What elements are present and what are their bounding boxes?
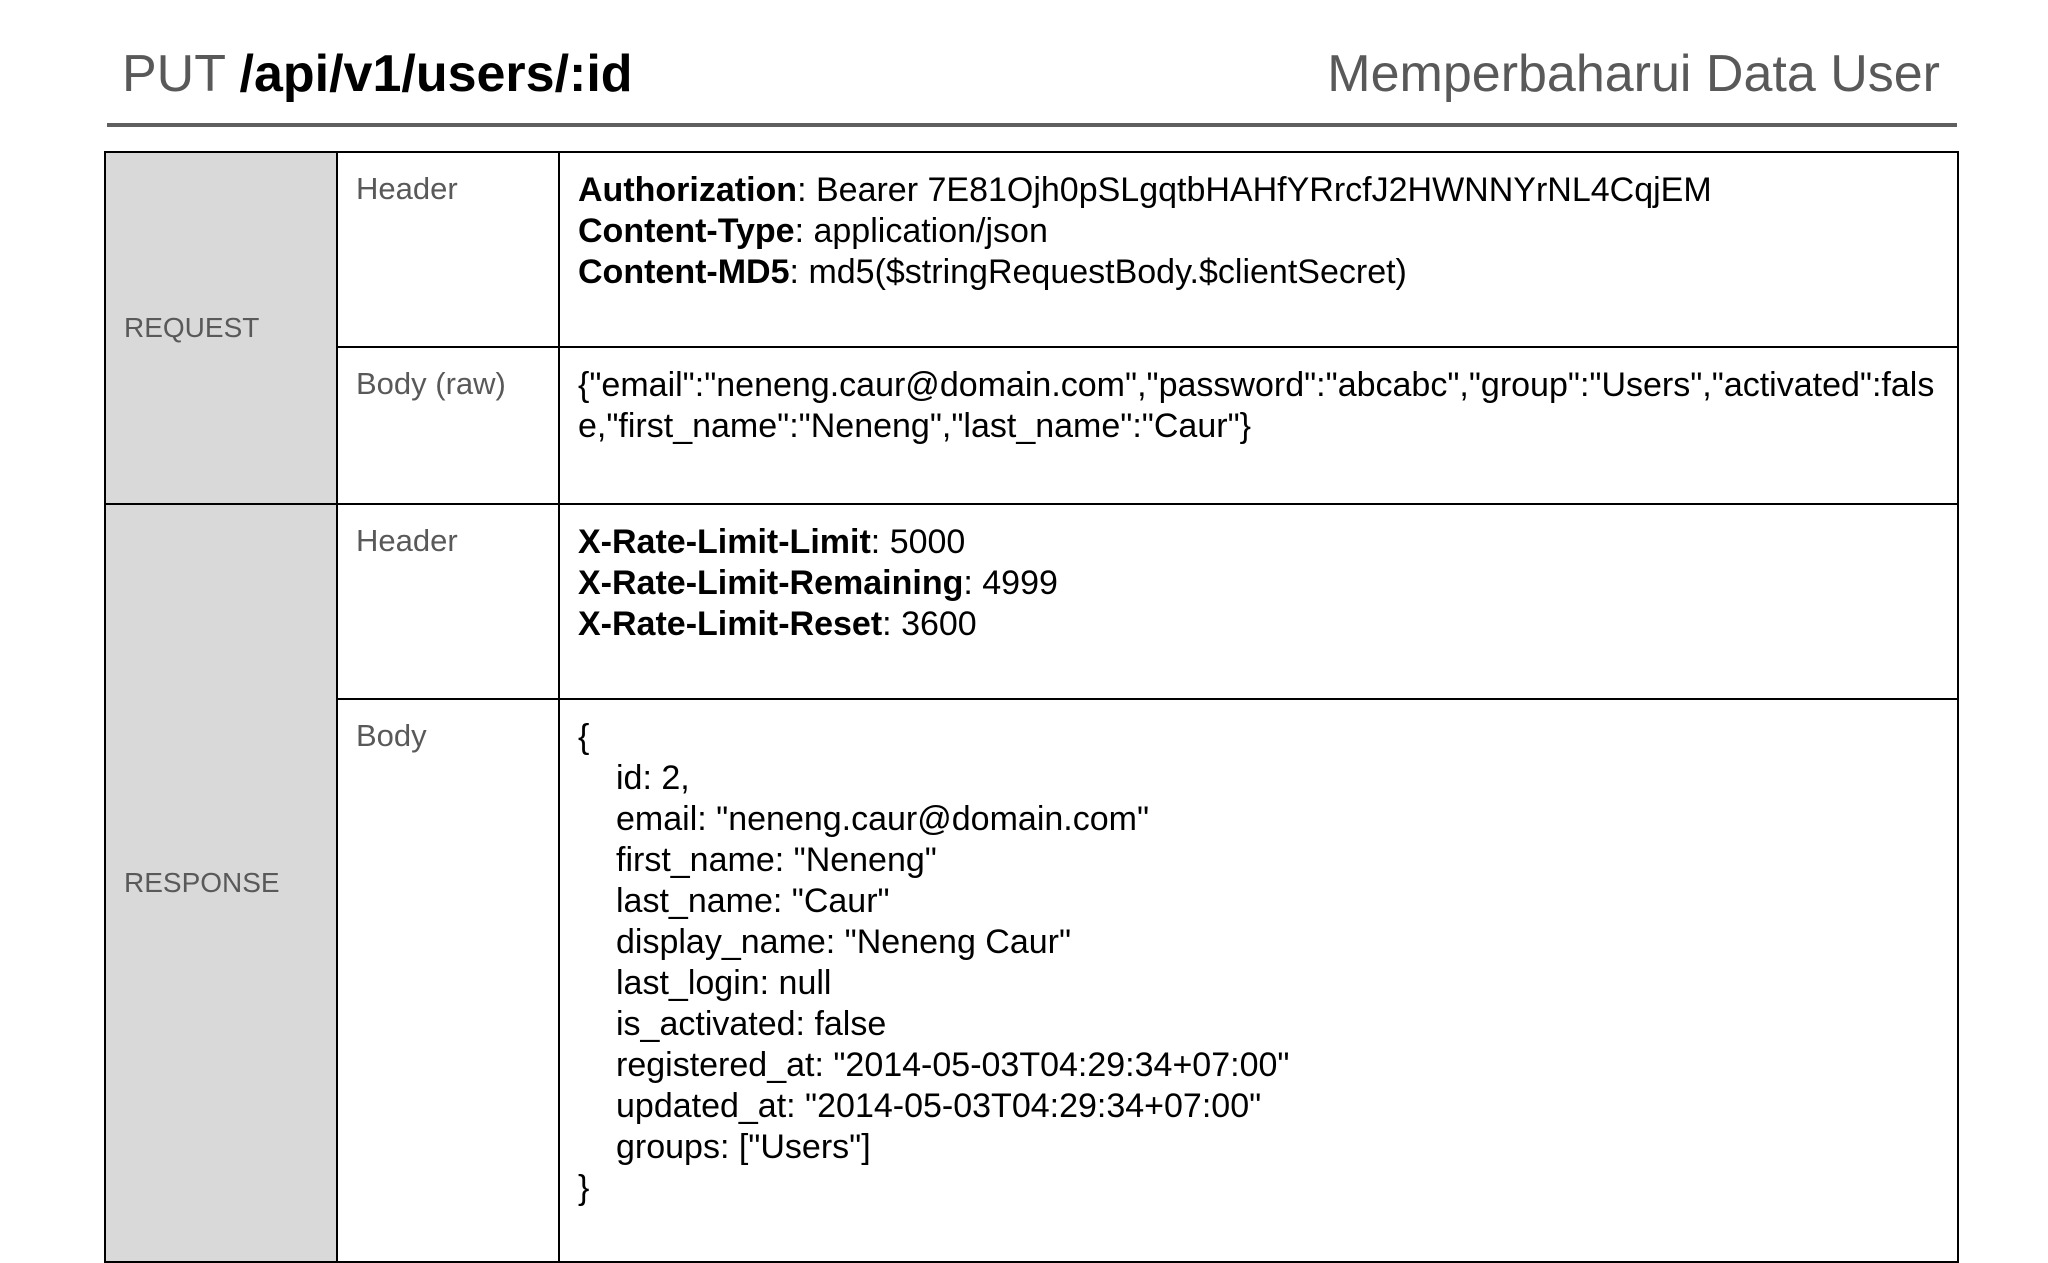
response-body-content bbox=[559, 699, 1958, 1262]
response-section-label: RESPONSE bbox=[105, 504, 337, 1262]
header-separator: : bbox=[797, 171, 816, 209]
request-section-label: REQUEST bbox=[105, 152, 337, 504]
http-method: PUT bbox=[122, 45, 226, 103]
json-field: id: 2, bbox=[616, 759, 690, 797]
slide-title bbox=[122, 44, 1940, 104]
endpoint-path: /api/v1/users/:id bbox=[239, 45, 633, 103]
response-header-content bbox=[559, 504, 1958, 699]
json-field: display_name: "Neneng Caur" bbox=[616, 923, 1072, 961]
json-field: last_login: null bbox=[616, 964, 832, 1002]
header-value: md5($stringRequestBody.$clientSecret) bbox=[808, 253, 1407, 291]
header-value: 3600 bbox=[901, 605, 977, 643]
request-body-json: {"email":"neneng.caur@domain.com","password":"abcabc","group":"Users","activated":false,"first_name":"Neneng","last_name":"Caur"} bbox=[578, 366, 1935, 445]
json-field: registered_at: "2014-05-03T04:29:34+07:00" bbox=[616, 1046, 1290, 1084]
request-header-content bbox=[559, 152, 1958, 347]
header-separator: : bbox=[794, 212, 814, 250]
request-header-row bbox=[105, 152, 1958, 347]
response-header-line bbox=[578, 604, 1937, 645]
request-header-line bbox=[578, 211, 1937, 252]
header-key: Content-MD5 bbox=[578, 253, 790, 291]
request-header-line bbox=[578, 252, 1937, 293]
response-body-label: Body bbox=[337, 699, 559, 1262]
request-body-content bbox=[559, 347, 1958, 504]
json-close-brace: } bbox=[578, 1169, 590, 1207]
endpoint-description: Memperbaharui Data User bbox=[1327, 45, 1940, 103]
json-field: is_activated: false bbox=[616, 1005, 887, 1043]
json-field: last_name: "Caur" bbox=[616, 882, 890, 920]
json-field: email: "neneng.caur@domain.com" bbox=[616, 800, 1150, 838]
header-separator: : bbox=[870, 523, 890, 561]
request-body-label: Body (raw) bbox=[337, 347, 559, 504]
header-separator: : bbox=[882, 605, 902, 643]
header-value: application/json bbox=[813, 212, 1048, 250]
request-header-line bbox=[578, 170, 1937, 211]
header-value: Bearer 7E81Ojh0pSLgqtbHAHfYRrcfJ2HWNNYrNL4CqjEM bbox=[815, 171, 1712, 209]
json-field: first_name: "Neneng" bbox=[616, 841, 937, 879]
json-field: groups: ["Users"] bbox=[616, 1128, 871, 1166]
api-spec-table bbox=[104, 151, 1959, 1263]
header-separator: : bbox=[963, 564, 983, 602]
response-header-line bbox=[578, 522, 1937, 563]
header-value: 4999 bbox=[982, 564, 1058, 602]
endpoint-title bbox=[122, 44, 633, 104]
response-body-row bbox=[105, 699, 1958, 1262]
json-open-brace: { bbox=[578, 718, 590, 756]
header-key: Authorization bbox=[578, 171, 798, 209]
header-separator: : bbox=[789, 253, 809, 291]
header-key: X-Rate-Limit-Reset bbox=[578, 605, 883, 643]
response-header-label: Header bbox=[337, 504, 559, 699]
header-key: X-Rate-Limit-Limit bbox=[578, 523, 871, 561]
response-header-line bbox=[578, 563, 1937, 604]
header-value: 5000 bbox=[889, 523, 966, 561]
title-divider bbox=[107, 123, 1957, 127]
response-header-row bbox=[105, 504, 1958, 699]
request-body-row bbox=[105, 347, 1958, 504]
request-header-label: Header bbox=[337, 152, 559, 347]
json-field: updated_at: "2014-05-03T04:29:34+07:00" bbox=[616, 1087, 1262, 1125]
header-key: X-Rate-Limit-Remaining bbox=[578, 564, 964, 602]
header-key: Content-Type bbox=[578, 212, 795, 250]
